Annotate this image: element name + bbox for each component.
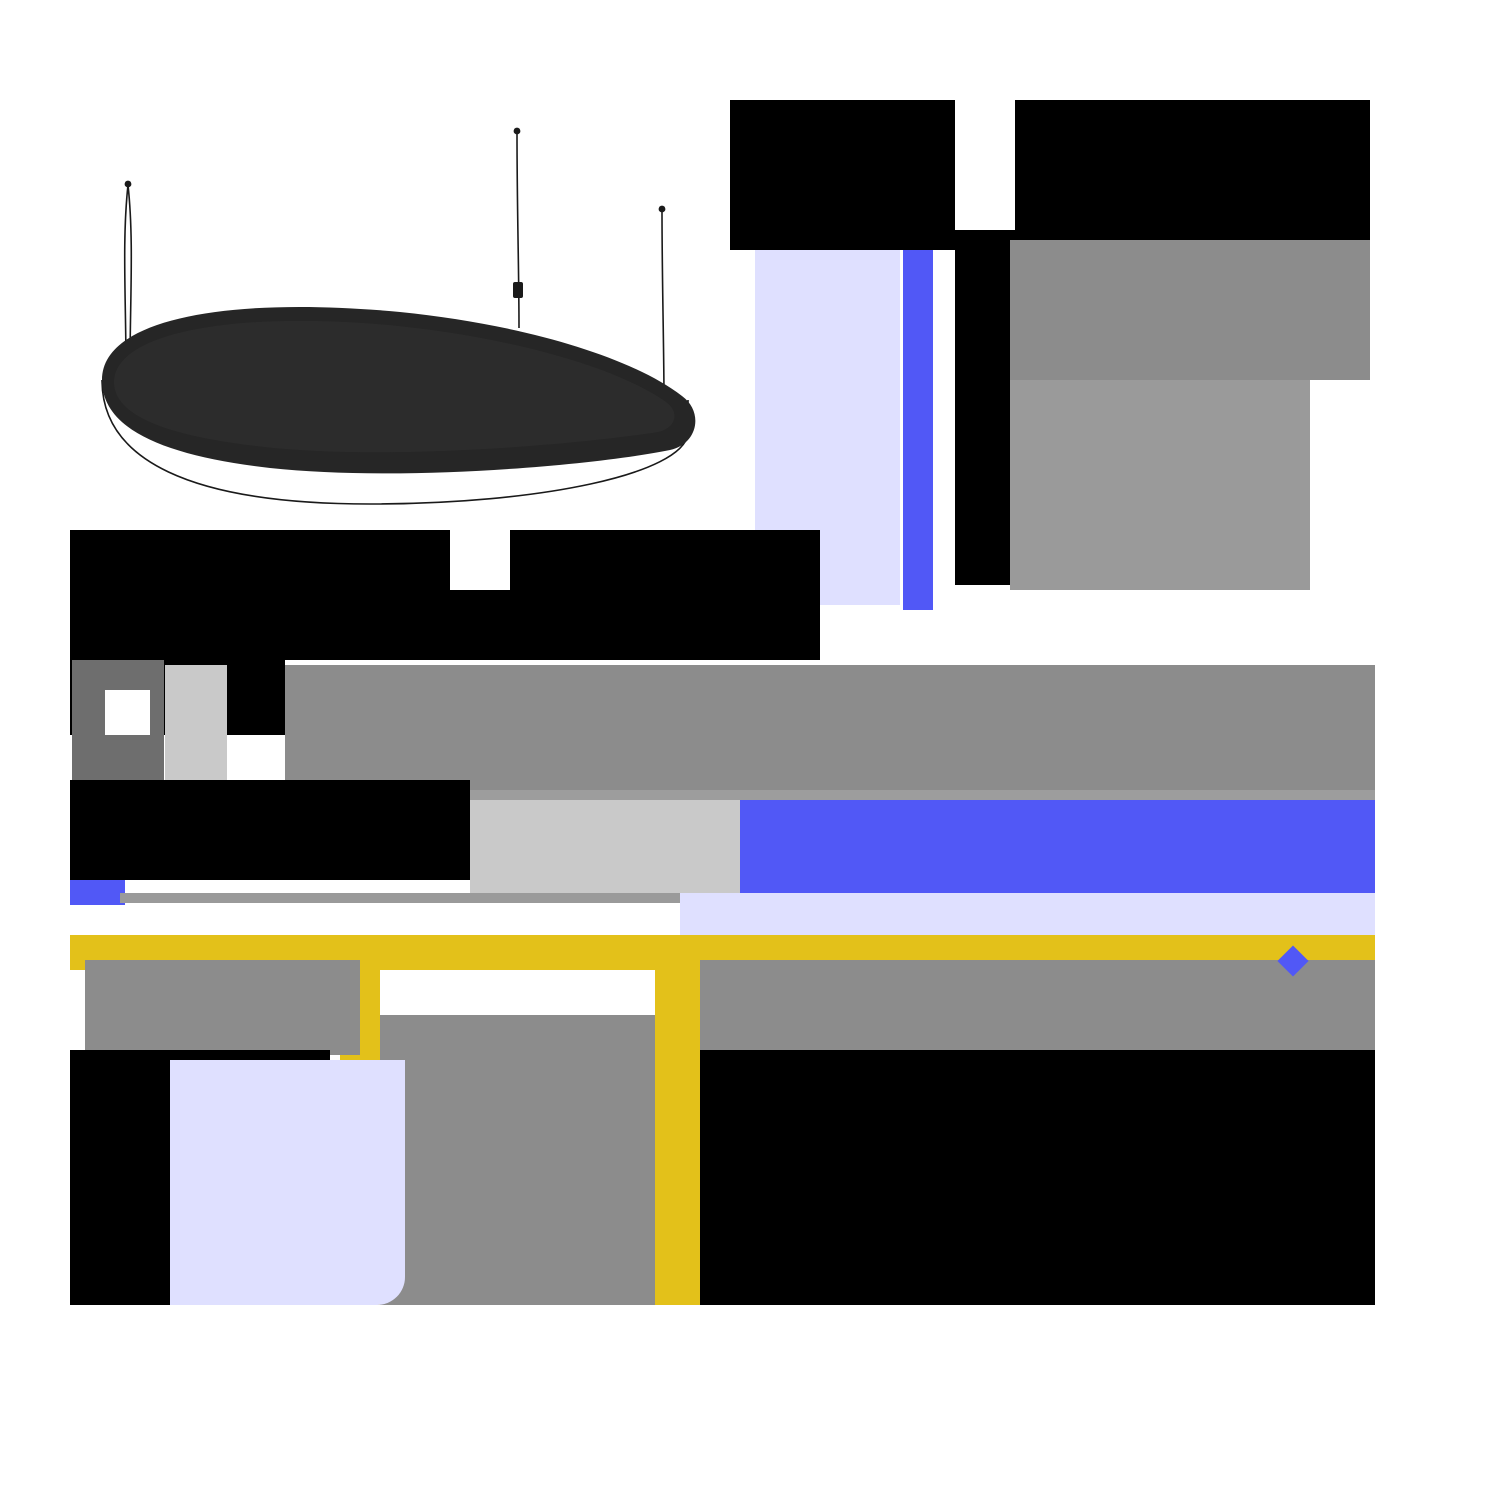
table-row[interactable] (285, 665, 1375, 790)
product-illustration (70, 100, 750, 530)
table-cell-selected[interactable] (470, 800, 740, 900)
description-text (1010, 380, 1310, 590)
footer-text-left (85, 960, 360, 1055)
title-gap (955, 100, 1015, 230)
row-strip-lavender (680, 893, 1375, 935)
thumbnail-secondary[interactable] (165, 665, 227, 780)
page-title (730, 100, 1370, 250)
footer-text-right (700, 960, 1375, 1050)
row-marker (70, 880, 125, 905)
thumbnail-inner (105, 690, 150, 735)
divider (120, 893, 680, 903)
footer-card-accent[interactable] (170, 1060, 405, 1305)
title-accent-bar (955, 245, 1010, 585)
swatch-blue[interactable] (903, 250, 933, 610)
description-body-text (1010, 390, 1300, 402)
table-row-highlighted[interactable] (740, 800, 1375, 895)
header-subtitle (1010, 240, 1370, 380)
footer-card[interactable] (380, 1015, 655, 1305)
highlight-column (655, 960, 700, 1305)
footer-block (700, 1050, 1375, 1305)
table-label-block (70, 780, 470, 880)
heading-gap-1 (450, 530, 510, 590)
section-heading (70, 530, 820, 660)
